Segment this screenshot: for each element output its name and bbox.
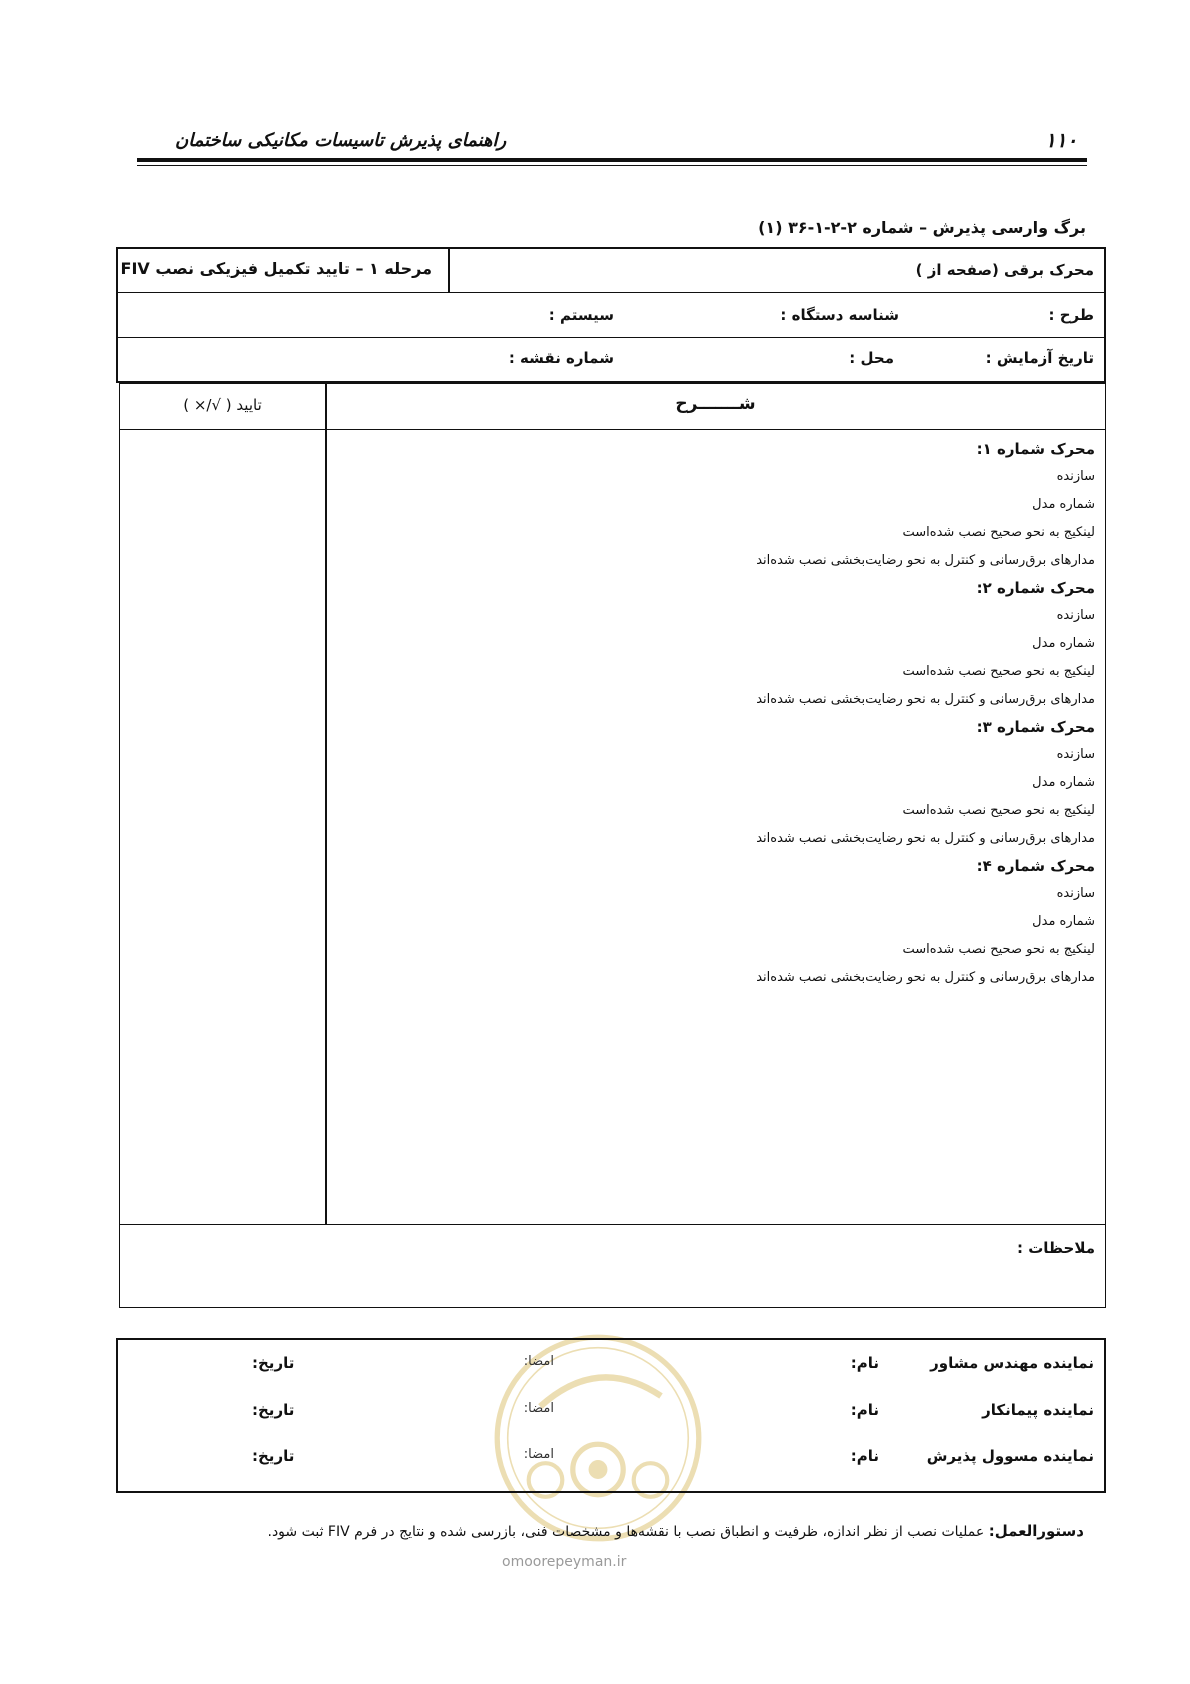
project-label: طرح : <box>1048 306 1094 324</box>
checklist-item: شماره مدل <box>1032 914 1095 929</box>
signature-role: نماینده پیمانکار <box>982 1401 1094 1419</box>
motor-list <box>355 436 1095 992</box>
book-title: راهنمای پذیرش تاسیسات مکانیکی ساختمان <box>175 130 507 151</box>
name-label: نام: <box>850 1401 879 1419</box>
signature-label: امضا: <box>523 1354 554 1369</box>
motor-title: محرک شماره ۳: <box>976 718 1095 736</box>
notes-label: ملاحظات : <box>1016 1239 1095 1257</box>
header-divider <box>137 158 1087 162</box>
signature-row <box>118 1389 1104 1435</box>
approval-column-header: تایید ( √/× ) <box>183 396 262 414</box>
motor-title: محرک شماره ۲: <box>976 579 1095 597</box>
signature-row <box>118 1342 1104 1388</box>
checklist-item: لینکیج به نحو صحیح نصب شده‌است <box>902 942 1095 957</box>
motor-section <box>355 853 1095 992</box>
checklist-item: شماره مدل <box>1032 497 1095 512</box>
checklist-item: سازنده <box>1056 469 1095 484</box>
checklist-item: لینکیج به نحو صحیح نصب شده‌است <box>902 664 1095 679</box>
motor-section <box>355 436 1095 575</box>
motor-section <box>355 714 1095 853</box>
name-label: نام: <box>850 1447 879 1465</box>
motor-title: محرک شماره ۱: <box>976 440 1095 458</box>
info-row-test <box>118 338 1104 381</box>
checklist-item: سازنده <box>1056 886 1095 901</box>
stage-label: مرحله ۱ – تایید تکمیل فیزیکی نصب FIV <box>120 259 432 278</box>
checklist-header-row <box>120 384 1105 430</box>
checklist-item: سازنده <box>1056 608 1095 623</box>
instruction <box>268 1522 1085 1540</box>
drawing-number-label: شماره نقشه : <box>508 349 614 367</box>
signature-role: نماینده مهندس مشاور <box>930 1354 1094 1372</box>
system-label: سیستم : <box>548 306 614 324</box>
location-label: محل : <box>849 349 894 367</box>
date-label: تاریخ: <box>252 1447 295 1465</box>
signature-table <box>116 1338 1106 1493</box>
info-table <box>116 247 1106 383</box>
device-id-label: شناسه دستگاه : <box>780 306 899 324</box>
signature-role: نماینده مسوول پذیرش <box>926 1447 1094 1465</box>
signature-row <box>118 1435 1104 1481</box>
instruction-text: عملیات نصب از نظر اندازه، ظرفیت و انطباق نصب با نقشه‌ها و مشخصات فنی، بازرسی شده و نتایج در فرم FIV ثبت شود. <box>267 1524 985 1540</box>
checklist-item: شماره مدل <box>1032 775 1095 790</box>
motor-title: محرک شماره ۴: <box>976 857 1095 875</box>
checklist-item: سازنده <box>1056 747 1095 762</box>
column-divider <box>325 384 327 1224</box>
checklist-item: مدارهای برق‌رسانی و کنترل به نحو رضایت‌بخشی نصب شده‌اند <box>756 692 1095 707</box>
date-label: تاریخ: <box>252 1354 295 1372</box>
checklist-table <box>119 383 1106 1308</box>
info-row-equipment <box>118 249 1104 293</box>
checklist-item: مدارهای برق‌رسانی و کنترل به نحو رضایت‌بخشی نصب شده‌اند <box>756 831 1095 846</box>
equipment-label: محرک برقی (صفحه از ) <box>915 261 1094 279</box>
info-row-project <box>118 293 1104 338</box>
checklist-item: مدارهای برق‌رسانی و کنترل به نحو رضایت‌بخشی نصب شده‌اند <box>756 970 1095 985</box>
header-divider-thin <box>137 165 1087 166</box>
checklist-item: مدارهای برق‌رسانی و کنترل به نحو رضایت‌بخشی نصب شده‌اند <box>756 553 1095 568</box>
signature-label: امضا: <box>523 1447 554 1462</box>
page-number: ۱۱۰ <box>1045 128 1078 152</box>
name-label: نام: <box>850 1354 879 1372</box>
test-date-label: تاریخ آزمایش : <box>985 349 1094 367</box>
instruction-label: دستورالعمل: <box>988 1522 1084 1540</box>
checklist-item: لینکیج به نحو صحیح نصب شده‌است <box>902 803 1095 818</box>
signature-label: امضا: <box>523 1401 554 1416</box>
date-label: تاریخ: <box>252 1401 295 1419</box>
watermark-url: omoorepeyman.ir <box>502 1554 627 1570</box>
form-title: برگ وارسی پذیرش – شماره ۲-۲-۱-۳۶ (۱) <box>758 218 1086 237</box>
motor-section <box>355 575 1095 714</box>
description-column-header: شـــــــرح <box>675 394 756 414</box>
checklist-item: لینکیج به نحو صحیح نصب شده‌است <box>902 525 1095 540</box>
checklist-item: شماره مدل <box>1032 636 1095 651</box>
notes-row <box>120 1224 1105 1307</box>
cell-divider <box>448 249 450 293</box>
